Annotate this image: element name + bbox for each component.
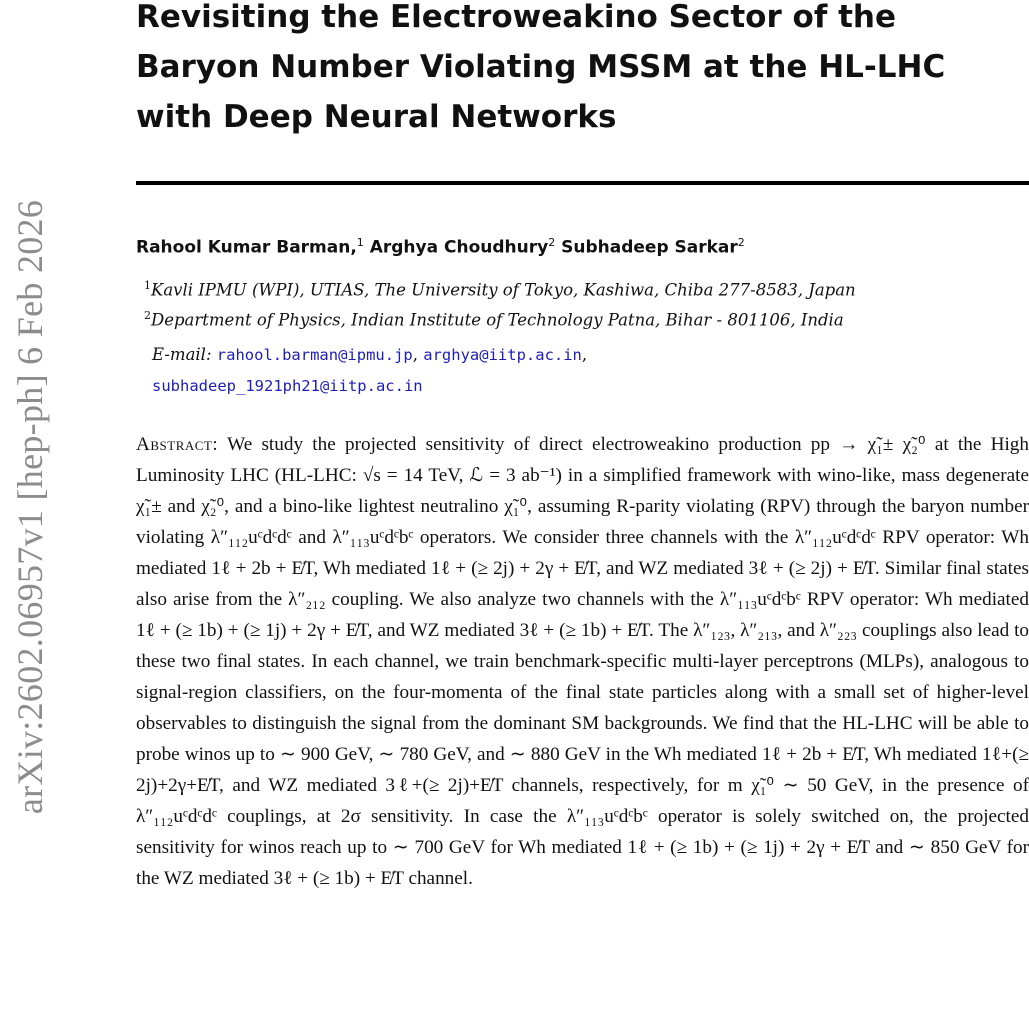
affiliation-text: Department of Physics, Indian Institute of Technology Patna, Bihar - 801106, India (151, 310, 844, 330)
abstract-label: Abstract: (136, 434, 219, 455)
author-affiliation-mark: 2 (548, 236, 556, 249)
email-label: E-mail: (152, 345, 212, 364)
email-line (152, 377, 423, 395)
affiliation (144, 279, 856, 300)
author-name: Arghya Choudhury (369, 237, 549, 258)
author-affiliation-mark: 1 (356, 236, 364, 249)
email-line: E-mail: rahool.barman@ipmu.jp, arghya@iitp.ac.in, (152, 345, 588, 364)
affiliation-mark: 1 (144, 279, 151, 292)
affiliation (144, 309, 844, 330)
affiliation-text: Kavli IPMU (WPI), UTIAS, The University of Tokyo, Kashiwa, Chiba 277-8583, Japan (151, 280, 856, 300)
paper-title: Revisiting the Electroweakino Sector of the Baryon Number Violating MSSM at the HL-LHC with Deep Neural Networks (136, 0, 946, 135)
author-affiliation-mark: 2 (737, 236, 745, 249)
email-link[interactable]: arghya@iitp.ac.in (423, 346, 582, 364)
paper-front-matter (136, 0, 1029, 889)
arxiv-identifier-stamp (0, 0, 60, 1014)
author-list (136, 236, 745, 258)
arxiv-identifier-text: arXiv:2602.06957v1 [hep-ph] 6 Feb 2026 (10, 199, 50, 815)
email-link[interactable]: subhadeep_1921ph21@iitp.ac.in (152, 377, 423, 395)
email-link[interactable]: rahool.barman@ipmu.jp (216, 346, 413, 364)
abstract-text: We study the projected sensitivity of direct electroweakino production pp → χ̃₁± χ̃₂⁰ at the High Luminosity LHC (HL-LHC: √s = 14 TeV, ℒ = 3 ab⁻¹) in a simplified framework with wino-like, mass degenerate χ̃₁± and χ̃₂⁰, and a bino-like lightest neutralino χ̃₁⁰, assuming R-parity violating (RPV) through the baryon number violating λ″₁₁₂uᶜdᶜdᶜ and λ″₁₁₃uᶜdᶜbᶜ operators. We consider three channels with the λ″₁₁₂uᶜdᶜdᶜ RPV operator: Wh mediated 1ℓ + 2b + E̸T, Wh mediated 1ℓ + (≥ 2j) + 2γ + E̸T, and WZ mediated 3ℓ + (≥ 2j) + E̸T. Similar final states also arise from the λ″₂₁₂ coupling. We also analyze two channels with the λ″₁₁₃uᶜdᶜbᶜ RPV operator: Wh mediated 1ℓ + (≥ 1b) + (≥ 1j) + 2γ + E̸T, and WZ mediated 3ℓ + (≥ 1b) + E̸T. The λ″₁₂₃, λ″₂₁₃, and λ″₂₂₃ couplings also lead to these two final states. In each channel, we train benchmark-specific multi-layer perceptrons (MLPs), analogous to signal-region classifiers, on the four-momenta of the final state particles along with a small set of higher-level observables to distinguish the signal from the dominant SM backgrounds. We find that the HL-LHC will be able to probe winos up to ∼ 900 GeV, ∼ 780 GeV, and ∼ 880 GeV in the Wh mediated 1ℓ + 2b + E̸T, Wh mediated 1ℓ+(≥ 2j)+2γ+E̸T, and WZ mediated 3ℓ+(≥ 2j)+E̸T channels, respectively, for m χ̃₁⁰ ∼ 50 GeV, in the presence of λ″₁₁₂uᶜdᶜdᶜ couplings, at 2σ sensitivity. In case the λ″₁₁₃uᶜdᶜbᶜ operator is solely switched on, the projected sensitivity for winos reach up to ∼ 700 GeV for Wh mediated 1ℓ + (≥ 1b) + (≥ 1j) + 2γ + E̸T and ∼ 850 GeV for the WZ mediated 3ℓ + (≥ 1b) + E̸T channel. (136, 434, 1029, 889)
abstract (136, 429, 1029, 894)
author-name: Rahool Kumar Barman, (136, 237, 357, 258)
author-name: Subhadeep Sarkar (561, 237, 738, 258)
title-divider (136, 181, 1029, 185)
affiliation-mark: 2 (144, 309, 151, 322)
